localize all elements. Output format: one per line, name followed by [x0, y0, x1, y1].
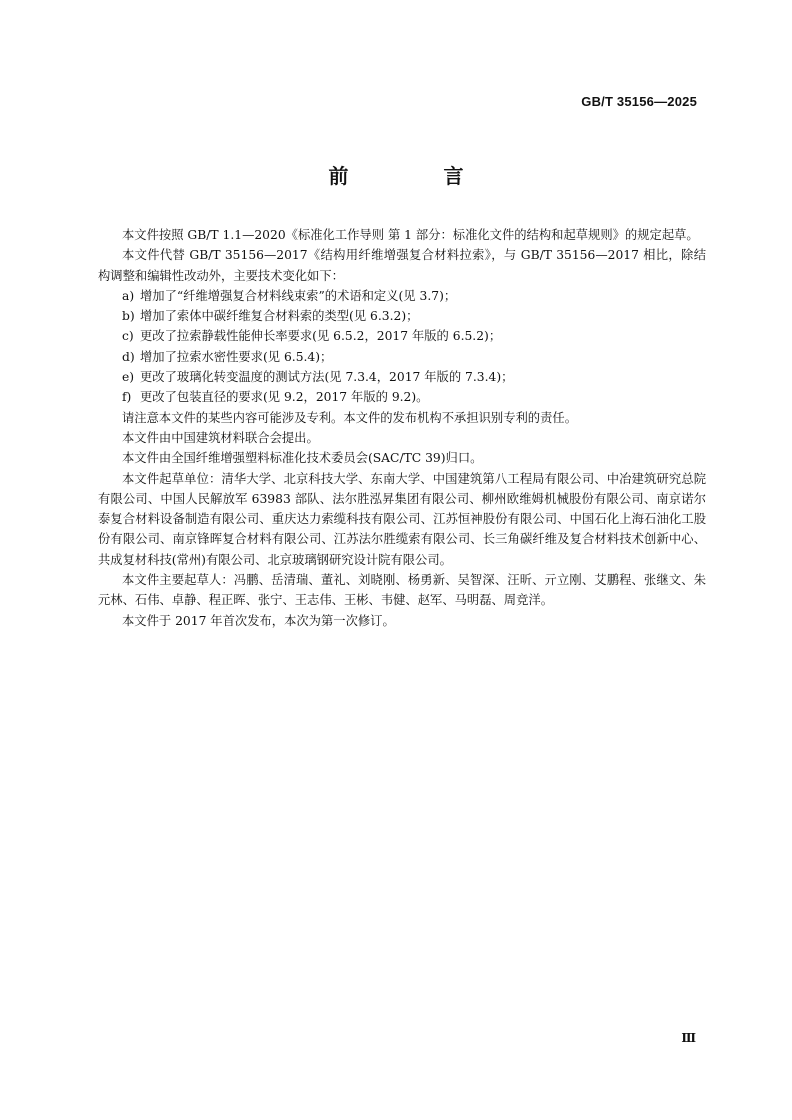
list-marker: f) [122, 390, 132, 405]
change-text: 更改了包装直径的要求(见 9.2，2017 年版的 9.2)。 [140, 390, 429, 405]
paragraph-committee: 本文件由全国纤维增强塑料标准化技术委员会(SAC/TC 39)归口。 [122, 451, 483, 466]
change-text: 增加了索体中碳纤维复合材料索的类型(见 6.3.2)； [140, 309, 419, 324]
list-marker: a) [122, 288, 135, 303]
change-item-a [98, 286, 706, 306]
paragraph-history: 本文件于 2017 年首次发布，本次为第一次修订。 [122, 613, 395, 628]
paragraph-replacement: 本文件代替 GB/T 35156—2017《结构用纤维增强复合材料拉索》，与 GB/T 35156—2017 相比，除结构调整和编辑性改动外，主要技术变化如下： [98, 248, 706, 283]
change-text: 增加了“纤维增强复合材料线束索”的术语和定义(见 3.7)； [140, 288, 457, 303]
change-text: 增加了拉索水密性要求(见 6.5.4)； [140, 349, 333, 364]
change-item-f [98, 387, 706, 407]
list-marker: c) [122, 329, 134, 344]
change-item-b [98, 306, 706, 326]
change-text: 更改了玻璃化转变温度的测试方法(见 7.3.4，2017 年版的 7.3.4)； [140, 370, 514, 385]
paragraph-drafting-units: 本文件起草单位：清华大学、北京科技大学、东南大学、中国建筑第八工程局有限公司、中冶建筑研究总院有限公司、中国人民解放军 63983 部队、法尔胜泓昇集团有限公司、柳州欧维姆机械股份有限公司、南京诺尔泰复合材料设备制造有限公司、重庆达力索缆科技有限公司、江苏恒神股份有限公司、中国石化上海石油化工股份有限公司、南京锋晖复合材料有限公司、江苏法尔胜缆索有限公司、长三角碳纤维及复合材料技术创新中心、共成复材科技(常州)有限公司、北京玻璃钢研究设计院有限公司。 [98, 471, 706, 567]
list-marker: b) [122, 309, 135, 324]
page-title: 前 言 [328, 164, 508, 188]
list-marker: e) [122, 370, 135, 385]
paragraph-drafters: 本文件主要起草人：冯鹏、岳清瑞、董礼、刘晓刚、杨勇新、吴智深、汪昕、亓立刚、艾鹏程、张继文、朱元林、石伟、卓静、程正晖、张宁、王志伟、王彬、韦健、赵军、马明磊、周竞洋。 [98, 573, 706, 608]
page-number: Ⅲ [681, 1031, 696, 1045]
paragraph-patent-notice: 请注意本文件的某些内容可能涉及专利。本文件的发布机构不承担识别专利的责任。 [122, 410, 577, 425]
change-item-d [98, 347, 706, 367]
document-code: GB/T 35156—2025 [581, 94, 697, 109]
paragraph-proposer: 本文件由中国建筑材料联合会提出。 [122, 430, 319, 445]
list-marker: d) [122, 349, 135, 364]
change-item-c [98, 326, 706, 346]
change-text: 更改了拉索静载性能伸长率要求(见 6.5.2，2017 年版的 6.5.2)； [140, 329, 502, 344]
foreword-body [98, 225, 706, 631]
change-item-e [98, 367, 706, 387]
paragraph-drafting-rules: 本文件按照 GB/T 1.1—2020《标准化工作导则 第 1 部分：标准化文件的结构和起草规则》的规定起草。 [122, 228, 699, 242]
